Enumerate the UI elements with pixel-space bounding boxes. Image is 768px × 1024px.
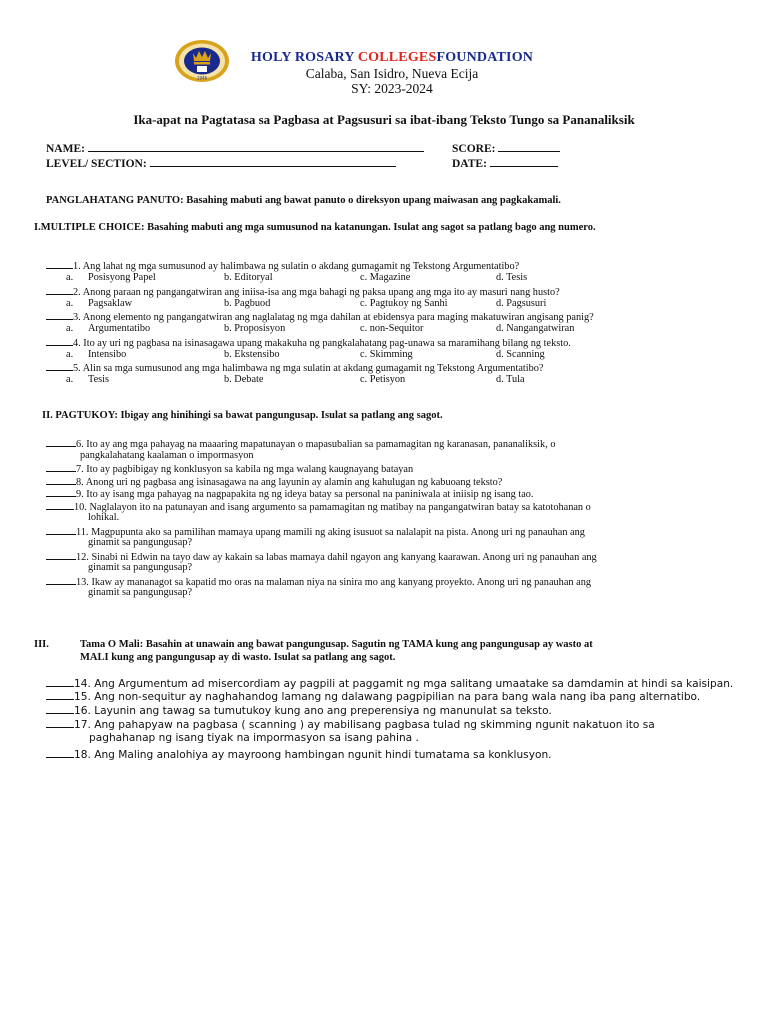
answer-blank[interactable] — [46, 336, 73, 346]
answer-blank[interactable] — [46, 718, 74, 728]
true-false-item[interactable]: 15. Ang non-sequitur ay naghahandog lamang ng dalawang pagpipilian na para bang wala nang iba pang alternatibo. — [46, 690, 700, 703]
identification-item-cont: lohikal. — [88, 512, 120, 523]
answer-blank[interactable] — [46, 550, 76, 560]
answer-blank[interactable] — [46, 259, 73, 269]
identification-item[interactable]: 11. Magpupunta ako sa pamilihan mamaya upang mamili ng aking isusuot sa nalalapit na pista. Anong uri ng panauhan ang — [46, 525, 585, 538]
identification-item[interactable]: 7. Ito ay pagbibigay ng konklusyon sa kabila ng mga walang kaugnayang batayan — [46, 462, 413, 475]
general-directions: PANGLAHATANG PANUTO: Basahing mabuti ang bawat panuto o direksyon upang maiwasan ang pagkakamali. — [46, 195, 561, 206]
answer-blank[interactable] — [46, 575, 76, 585]
true-false-item[interactable]: 14. Ang Argumentum ad misercordiam ay pagpili at paggamit ng mga salitang umaatake sa damdamin at hindi sa kaisipan. — [46, 677, 733, 690]
answer-blank[interactable] — [46, 525, 76, 535]
true-false-item[interactable]: 16. Layunin ang tawag sa tumutukoy kung ano ang preperensiya ng manunulat sa teksto. — [46, 704, 552, 717]
identification-item[interactable]: 12. Sinabi ni Edwin na tayo daw ay kakain sa labas mamaya dahil ngayon ang kanyang kaarawan. Anong uri ng panauhan ang — [46, 550, 597, 563]
level-section-field[interactable]: LEVEL/ SECTION: — [46, 156, 396, 170]
answer-blank[interactable] — [46, 487, 76, 497]
date-field[interactable]: DATE: — [452, 156, 558, 170]
school-seal-logo — [174, 39, 230, 83]
identification-item-cont: ginamit sa pangungusap? — [88, 562, 193, 573]
answer-blank[interactable] — [46, 704, 74, 714]
answer-blank[interactable] — [46, 690, 74, 700]
identification-item[interactable]: 10. Naglalayon ito na patunayan and isang argumento sa pamamagitan ng matibay na pangangatwiran batay sa katotohanan o — [46, 500, 591, 513]
identification-item[interactable]: 9. Ito ay isang mga pahayag na nagpapakita ng ng ideya batay sa personal na paniniwala at iniisip ng isang tao. — [46, 487, 534, 500]
name-field[interactable]: NAME: — [46, 141, 424, 155]
identification-item-cont: ginamit sa pangungusap? — [88, 537, 193, 548]
exam-title: Ika-apat na Pagtatasa sa Pagbasa at Pagsusuri sa ibat-ibang Teksto Tungo sa Pananaliksik — [133, 112, 635, 127]
answer-blank[interactable] — [46, 310, 73, 320]
answer-blank[interactable] — [46, 361, 73, 371]
identification-item[interactable]: 6. Ito ay ang mga pahayag na maaaring mapatunayan o mapasubalian sa pamamagitan ng karanasan, pananaliksik, o — [46, 437, 556, 450]
school-header — [0, 38, 768, 98]
answer-blank[interactable] — [46, 437, 76, 447]
true-false-item-cont: paghahanap ng isang tiyak na impormasyon sa isang pahina . — [89, 732, 419, 744]
section3-title-cont: MALI kung ang pangungusap ay di wasto. Isulat sa patlang ang sagot. — [80, 652, 396, 663]
identification-item-cont: ginamit sa pangungusap? — [88, 587, 193, 598]
identification-item[interactable]: 8. Anong uri ng pagbasa ang isinasagawa na ang layunin ay alamin ang kahulugan ng kabuoang teksto? — [46, 475, 502, 488]
answer-blank[interactable] — [46, 285, 73, 295]
answer-blank[interactable] — [46, 748, 74, 758]
answer-blank[interactable] — [46, 677, 74, 687]
section2-title: II. PAGTUKOY: Ibigay ang hinihingi sa bawat pangungusap. Isulat sa patlang ang sagot. — [42, 410, 443, 421]
section3-title: Tama O Mali: Basahin at unawain ang bawat pangungusap. Sagutin ng TAMA kung ang pangungusap ay wasto at — [80, 639, 593, 650]
school-name: HOLY ROSARY COLLEGESFOUNDATION — [250, 50, 534, 65]
school-address: Calaba, San Isidro, Nueva Ecija — [305, 66, 479, 81]
score-field[interactable]: SCORE: — [452, 141, 560, 155]
seal-year: 1946 — [196, 75, 208, 81]
true-false-item[interactable]: 17. Ang pahapyaw na pagbasa ( scanning ) ay mabilisang pagbasa tulad ng skimming ngunit nakatuon ito sa — [46, 718, 655, 731]
school-year: SY: 2023-2024 — [351, 81, 433, 96]
identification-item-cont: pangkalahatang kaalaman o impormasyon — [80, 450, 254, 461]
section1-title: I.MULTIPLE CHOICE: Basahing mabuti ang mga sumusunod na katanungan. Isulat ang sagot sa patlang bago ang numero. — [34, 222, 596, 233]
answer-blank[interactable] — [46, 462, 76, 472]
section3-number: III. — [34, 639, 49, 650]
identification-item[interactable]: 13. Ikaw ay mananagot sa kapatid mo oras na malaman niya na sinira mo ang kanyang proyekto. Anong uri ng panauhan ang — [46, 575, 591, 588]
answer-blank[interactable] — [46, 500, 74, 510]
true-false-item[interactable]: 18. Ang Maling analohiya ay mayroong hambingan ngunit hindi tumatama sa konklusyon. — [46, 748, 552, 761]
exam-page: 1946 HOLY ROSARY COLLEGESFOUNDATION Calaba, San Isidro, Nueva Ecija SY: 2023-2024 Ika-apat na Pagtatasa sa Pagbasa at Pagsusuri sa ibat-ibang Teksto Tungo sa Pananaliksik NAME: LEVEL/ SECTION: SCORE: DATE: PANGLAHATANG PANUTO: Basahing mabuti ang bawat panuto o direksyon upang maiwasan ang pagkakamali. I.MULTIPLE CHOICE: Basahing mabuti ang mga sumusunod na katanungan. Isulat ang sagot sa patlang bago ang numero. 1. Ang lahat ng mga sumusunod ay halimbawa ng sulatin o akdang gumagamit ng Tekstong Argumentatibo? a. Posisyong Papel b. Editoryal c. Magazine d. Tesis 2. Anong paraan ng pangangatwiran ang iniisa-isa ang mga bahagi ng paksa upang ang mga ito ay masuri nang husto? a. Pagsaklaw b. Pagbuod c. Pagtukoy ng Sanhi d. Pagsusuri 3. Anong elemento ng pangangatwiran ang naglalatag ng mga dahilan at ebidensya para maging makatuwiran angisang panig? a. Argumentatibo b. Proposisyon c. non-Sequitor d. Nangangatwiran 4. Ito ay uri ng pagbasa na isinasagawa upang makakuha ng pangkalahatang pag-unawa sa maramihang bilang ng teksto. a. Intensibo b. Ekstensibo c. Skimming d. Scanning 5. Alin sa mga sumusunod ang mga halimbawa ng mga sulatin at akdang gumagamit ng Tekstong Argumentatibo? a. Tesis b. Debate c. Petisyon d. Tula II. PAGTUKOY: Ibigay ang hinihingi sa bawat pangungusap. Isulat sa patlang ang sagot. 6. Ito ay ang mga pahayag na maaaring mapatunayan o mapasubalian sa pamamagitan ng karanasan, pananaliksik, o pangkalahatang kaalaman o impormasyon 7. Ito ay pagbibigay ng konklusyon sa kabila ng mga walang kaugnayang batayan 8. Anong uri ng pagbasa ang isinasagawa na ang layunin ay alamin ang kahulugan ng kabuoang teksto? 9. Ito ay isang mga pahayag na nagpapakita ng ng ideya batay sa personal na paniniwala at iniisip ng isang tao. 10. Naglalayon ito na patunayan and isang argumento sa pamamagitan ng matibay na pangangatwiran batay sa katotohanan o lohikal. 11. Magpupunta ako sa pamilihan mamaya upang mamili ng aking isusuot sa nalalapit na pista. Anong uri ng panauhan ang ginamit sa pangungusap? 12. Sinabi ni Edwin na tayo daw ay kakain sa labas mamaya dahil ngayon ang kanyang kaarawan. Anong uri ng panauhan ang ginamit sa pangungusap? 13. Ikaw ay mananagot sa kapatid mo oras na malaman niya na sinira mo ang kanyang proyekto. Anong uri ng panauhan ang ginamit sa pangungusap? III. Tama O Mali: Basahin at unawain ang bawat pangungusap. Sagutin ng TAMA kung ang pangungusap ay wasto at MALI kung ang pangungusap ay di wasto. Isulat sa patlang ang sagot. 14. Ang Argumentum ad misercordiam ay pagpili at paggamit ng mga salitang umaatake sa damdamin at hindi sa kaisipan. 15. Ang non-sequitur ay naghahandog lamang ng dalawang pagpipilian na para bang wala nang iba pang alternatibo. 16. Layunin ang tawag sa tumutukoy kung ano ang preperensiya ng manunulat sa teksto. 17. Ang pahapyaw na pagbasa ( scanning ) ay mabilisang pagbasa tulad ng skimming ngunit nakatuon ito sa paghahanap ng isang tiyak na impormasyon sa isang pahina . 18. Ang Maling analohiya ay mayroong hambingan ngunit hindi tumatama sa konklusyon. — [0, 0, 768, 1024]
answer-blank[interactable] — [46, 475, 76, 485]
